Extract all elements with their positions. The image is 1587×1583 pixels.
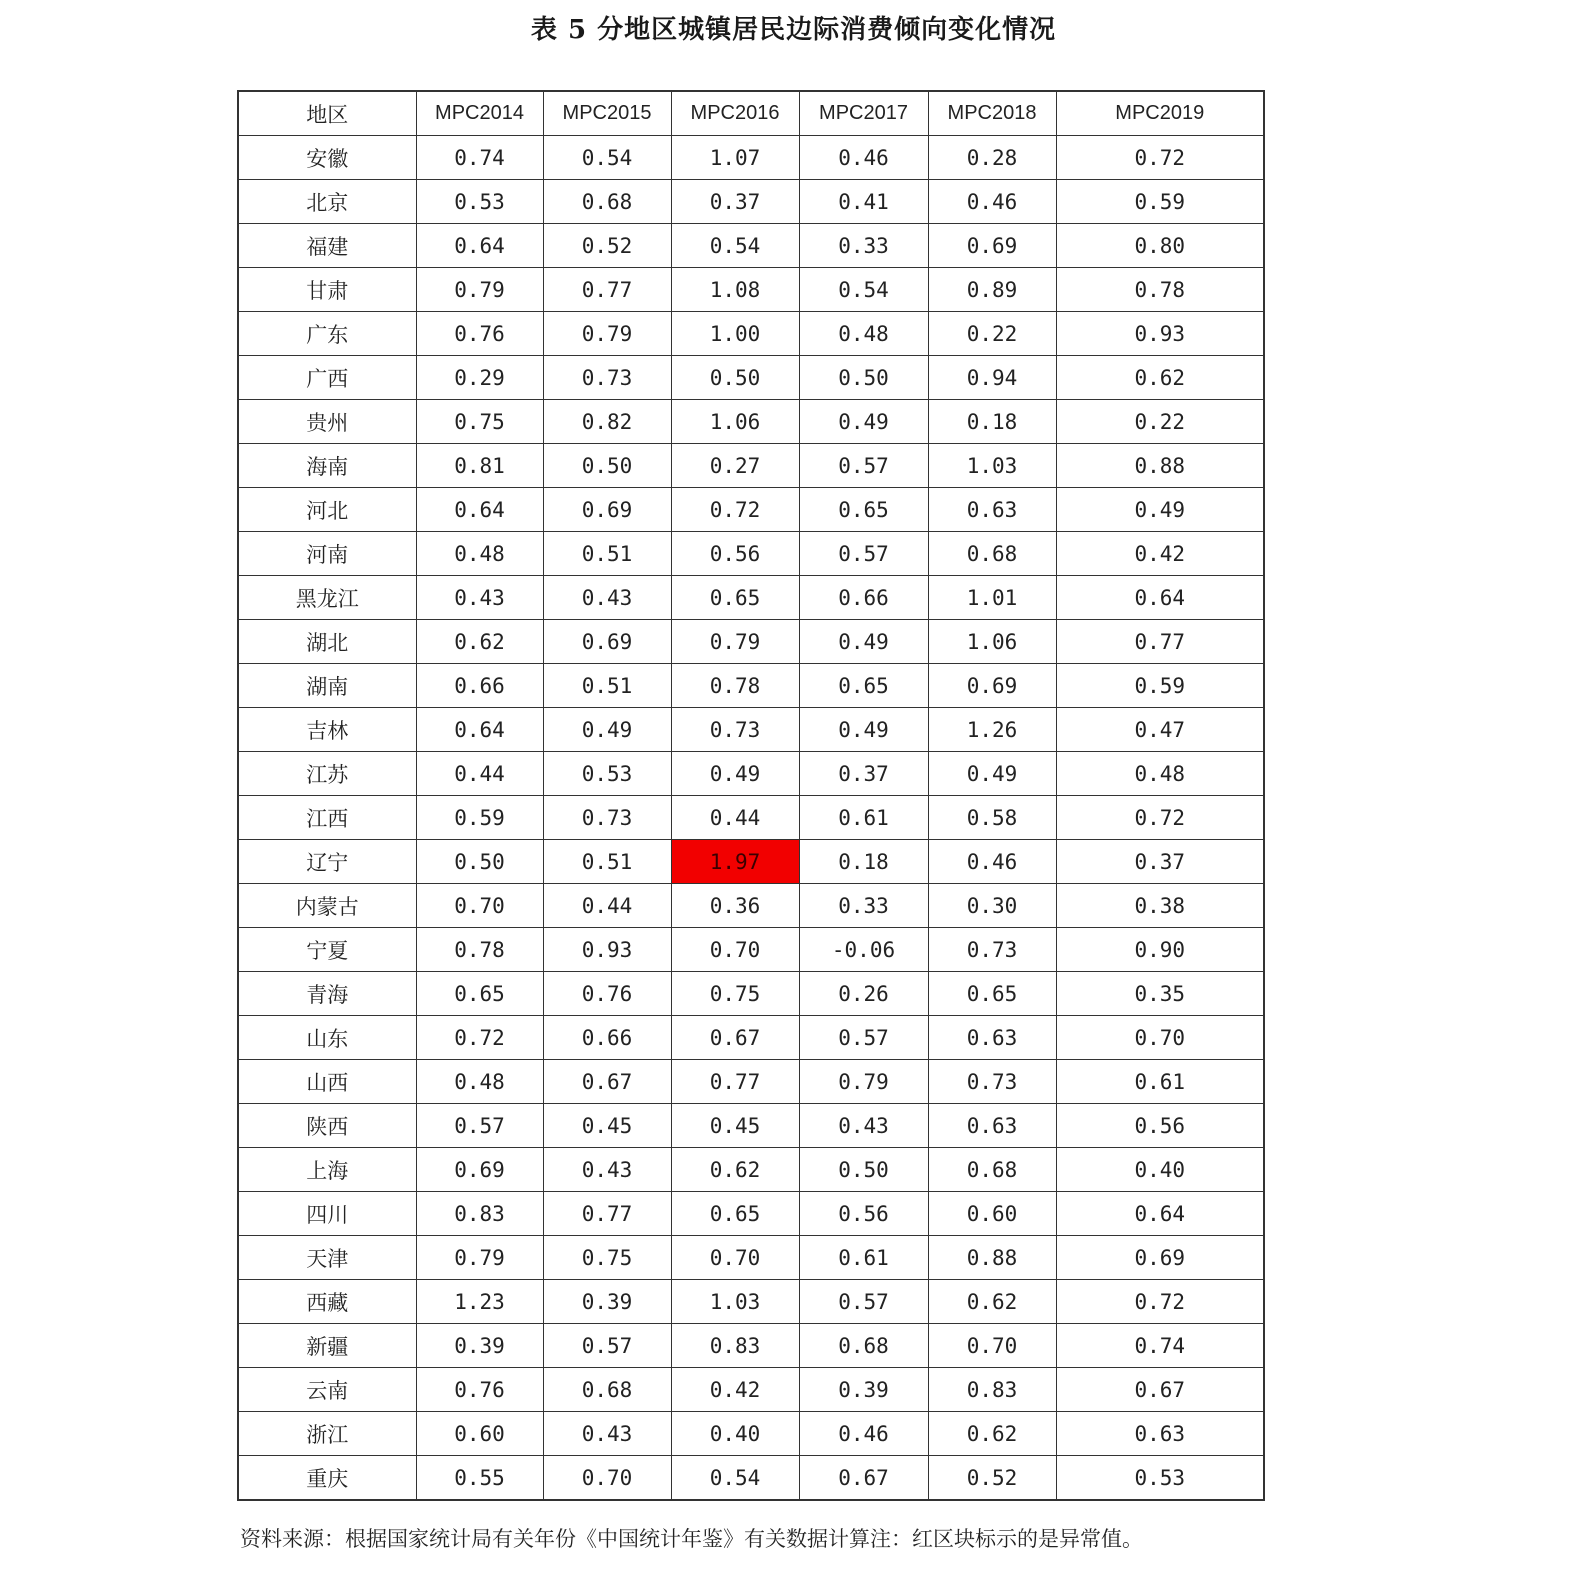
value-cell: 0.54 xyxy=(671,1456,799,1501)
value-cell: 0.37 xyxy=(671,180,799,224)
table-row xyxy=(238,356,1264,400)
value-cell: 0.39 xyxy=(543,1280,671,1324)
value-cell: 0.44 xyxy=(671,796,799,840)
value-cell: 0.88 xyxy=(928,1236,1056,1280)
value-cell: 0.81 xyxy=(416,444,543,488)
value-cell: 0.72 xyxy=(1056,1280,1264,1324)
value-cell: 0.53 xyxy=(416,180,543,224)
table-row xyxy=(238,1016,1264,1060)
region-cell: 海南 xyxy=(238,444,416,488)
region-cell: 重庆 xyxy=(238,1456,416,1501)
value-cell: 0.41 xyxy=(799,180,928,224)
value-cell: 0.48 xyxy=(1056,752,1264,796)
table-row xyxy=(238,1148,1264,1192)
value-cell: 0.51 xyxy=(543,532,671,576)
value-cell: 0.49 xyxy=(543,708,671,752)
table-row xyxy=(238,400,1264,444)
value-cell: 0.62 xyxy=(416,620,543,664)
value-cell: 0.70 xyxy=(1056,1016,1264,1060)
value-cell: 0.63 xyxy=(928,1104,1056,1148)
value-cell: 0.77 xyxy=(543,1192,671,1236)
region-cell: 宁夏 xyxy=(238,928,416,972)
region-cell: 辽宁 xyxy=(238,840,416,884)
value-cell: 0.82 xyxy=(543,400,671,444)
table-row xyxy=(238,488,1264,532)
value-cell: 0.42 xyxy=(1056,532,1264,576)
table-row xyxy=(238,796,1264,840)
value-cell: 0.63 xyxy=(1056,1412,1264,1456)
value-cell: 0.44 xyxy=(543,884,671,928)
table-row xyxy=(238,224,1264,268)
value-cell: 0.57 xyxy=(799,532,928,576)
value-cell: 0.69 xyxy=(543,488,671,532)
region-cell: 上海 xyxy=(238,1148,416,1192)
column-header-mpc2015: MPC2015 xyxy=(543,91,671,136)
value-cell: 0.72 xyxy=(416,1016,543,1060)
value-cell: 0.83 xyxy=(416,1192,543,1236)
value-cell: 0.75 xyxy=(671,972,799,1016)
value-cell: 0.56 xyxy=(799,1192,928,1236)
table-row xyxy=(238,1368,1264,1412)
value-cell: 0.67 xyxy=(543,1060,671,1104)
table-row xyxy=(238,1280,1264,1324)
value-cell: 0.74 xyxy=(1056,1324,1264,1368)
value-cell: 0.43 xyxy=(543,1412,671,1456)
value-cell: 0.43 xyxy=(543,1148,671,1192)
value-cell: 0.52 xyxy=(928,1456,1056,1501)
value-cell: 0.43 xyxy=(799,1104,928,1148)
value-cell: 0.46 xyxy=(928,840,1056,884)
value-cell: 0.63 xyxy=(928,488,1056,532)
value-cell: 0.57 xyxy=(799,1016,928,1060)
value-cell: 0.83 xyxy=(928,1368,1056,1412)
value-cell: 0.51 xyxy=(543,840,671,884)
value-cell: 1.26 xyxy=(928,708,1056,752)
value-cell: 0.75 xyxy=(543,1236,671,1280)
value-cell: 0.79 xyxy=(799,1060,928,1104)
value-cell: 0.46 xyxy=(799,1412,928,1456)
value-cell: 1.03 xyxy=(671,1280,799,1324)
value-cell: 0.73 xyxy=(543,356,671,400)
value-cell: 0.35 xyxy=(1056,972,1264,1016)
value-cell: 0.65 xyxy=(671,1192,799,1236)
value-cell: 0.68 xyxy=(928,1148,1056,1192)
region-cell: 北京 xyxy=(238,180,416,224)
value-cell: -0.06 xyxy=(799,928,928,972)
value-cell: 1.23 xyxy=(416,1280,543,1324)
region-cell: 甘肃 xyxy=(238,268,416,312)
source-note: 资料来源：根据国家统计局有关年份《中国统计年鉴》有关数据计算注：红区块标示的是异常值。 xyxy=(240,1527,1143,1551)
region-cell: 湖南 xyxy=(238,664,416,708)
table-row xyxy=(238,972,1264,1016)
value-cell: 0.52 xyxy=(543,224,671,268)
region-cell: 山东 xyxy=(238,1016,416,1060)
value-cell: 0.48 xyxy=(799,312,928,356)
value-cell: 0.28 xyxy=(928,136,1056,180)
outlier-value-cell: 1.97 xyxy=(671,840,799,884)
column-header-mpc2017: MPC2017 xyxy=(799,91,928,136)
value-cell: 0.48 xyxy=(416,1060,543,1104)
value-cell: 0.30 xyxy=(928,884,1056,928)
table-row xyxy=(238,1412,1264,1456)
value-cell: 0.67 xyxy=(671,1016,799,1060)
value-cell: 0.73 xyxy=(928,928,1056,972)
value-cell: 0.22 xyxy=(928,312,1056,356)
value-cell: 0.66 xyxy=(799,576,928,620)
value-cell: 0.62 xyxy=(1056,356,1264,400)
value-cell: 0.39 xyxy=(416,1324,543,1368)
table-row xyxy=(238,180,1264,224)
table-row xyxy=(238,708,1264,752)
value-cell: 0.29 xyxy=(416,356,543,400)
table-row xyxy=(238,1456,1264,1501)
table-row xyxy=(238,1236,1264,1280)
value-cell: 0.75 xyxy=(416,400,543,444)
value-cell: 0.76 xyxy=(416,312,543,356)
value-cell: 0.83 xyxy=(671,1324,799,1368)
value-cell: 0.76 xyxy=(543,972,671,1016)
value-cell: 0.46 xyxy=(799,136,928,180)
region-cell: 湖北 xyxy=(238,620,416,664)
value-cell: 0.93 xyxy=(543,928,671,972)
value-cell: 0.53 xyxy=(543,752,671,796)
value-cell: 0.68 xyxy=(543,1368,671,1412)
region-cell: 天津 xyxy=(238,1236,416,1280)
value-cell: 0.40 xyxy=(671,1412,799,1456)
value-cell: 0.33 xyxy=(799,224,928,268)
table-row xyxy=(238,1324,1264,1368)
region-cell: 浙江 xyxy=(238,1412,416,1456)
value-cell: 0.65 xyxy=(671,576,799,620)
value-cell: 0.33 xyxy=(799,884,928,928)
table-row xyxy=(238,532,1264,576)
region-cell: 新疆 xyxy=(238,1324,416,1368)
column-header-mpc2014: MPC2014 xyxy=(416,91,543,136)
value-cell: 0.72 xyxy=(671,488,799,532)
value-cell: 0.18 xyxy=(928,400,1056,444)
value-cell: 0.46 xyxy=(928,180,1056,224)
table-row xyxy=(238,1060,1264,1104)
value-cell: 0.70 xyxy=(928,1324,1056,1368)
region-cell: 贵州 xyxy=(238,400,416,444)
value-cell: 0.64 xyxy=(416,488,543,532)
value-cell: 0.26 xyxy=(799,972,928,1016)
value-cell: 0.79 xyxy=(416,268,543,312)
value-cell: 0.57 xyxy=(416,1104,543,1148)
value-cell: 0.69 xyxy=(543,620,671,664)
value-cell: 0.18 xyxy=(799,840,928,884)
value-cell: 0.65 xyxy=(799,488,928,532)
region-cell: 西藏 xyxy=(238,1280,416,1324)
value-cell: 0.69 xyxy=(1056,1236,1264,1280)
value-cell: 0.44 xyxy=(416,752,543,796)
value-cell: 0.79 xyxy=(416,1236,543,1280)
value-cell: 0.68 xyxy=(799,1324,928,1368)
region-cell: 广东 xyxy=(238,312,416,356)
value-cell: 0.74 xyxy=(416,136,543,180)
value-cell: 0.57 xyxy=(799,444,928,488)
value-cell: 0.89 xyxy=(928,268,1056,312)
value-cell: 0.65 xyxy=(799,664,928,708)
value-cell: 0.70 xyxy=(416,884,543,928)
value-cell: 0.61 xyxy=(1056,1060,1264,1104)
table-row xyxy=(238,1192,1264,1236)
table-row xyxy=(238,312,1264,356)
table-row xyxy=(238,884,1264,928)
value-cell: 0.54 xyxy=(543,136,671,180)
value-cell: 0.56 xyxy=(1056,1104,1264,1148)
value-cell: 0.77 xyxy=(1056,620,1264,664)
header-row xyxy=(238,91,1264,136)
region-cell: 吉林 xyxy=(238,708,416,752)
value-cell: 0.53 xyxy=(1056,1456,1264,1501)
value-cell: 0.51 xyxy=(543,664,671,708)
column-header-mpc2018: MPC2018 xyxy=(928,91,1056,136)
table-row xyxy=(238,444,1264,488)
value-cell: 1.00 xyxy=(671,312,799,356)
value-cell: 0.50 xyxy=(799,1148,928,1192)
region-cell: 陕西 xyxy=(238,1104,416,1148)
value-cell: 0.36 xyxy=(671,884,799,928)
value-cell: 0.63 xyxy=(928,1016,1056,1060)
value-cell: 0.93 xyxy=(1056,312,1264,356)
value-cell: 0.76 xyxy=(416,1368,543,1412)
value-cell: 0.54 xyxy=(799,268,928,312)
value-cell: 0.68 xyxy=(928,532,1056,576)
value-cell: 0.80 xyxy=(1056,224,1264,268)
value-cell: 0.49 xyxy=(799,708,928,752)
value-cell: 1.08 xyxy=(671,268,799,312)
region-cell: 江西 xyxy=(238,796,416,840)
value-cell: 0.49 xyxy=(799,620,928,664)
column-header-mpc2019: MPC2019 xyxy=(1056,91,1264,136)
value-cell: 0.78 xyxy=(416,928,543,972)
value-cell: 0.47 xyxy=(1056,708,1264,752)
value-cell: 0.49 xyxy=(1056,488,1264,532)
table-row xyxy=(238,268,1264,312)
table-row xyxy=(238,664,1264,708)
table-row xyxy=(238,620,1264,664)
value-cell: 0.42 xyxy=(671,1368,799,1412)
value-cell: 0.69 xyxy=(928,224,1056,268)
value-cell: 0.69 xyxy=(928,664,1056,708)
value-cell: 0.57 xyxy=(799,1280,928,1324)
value-cell: 0.94 xyxy=(928,356,1056,400)
value-cell: 0.54 xyxy=(671,224,799,268)
value-cell: 0.49 xyxy=(928,752,1056,796)
region-cell: 安徽 xyxy=(238,136,416,180)
value-cell: 0.43 xyxy=(416,576,543,620)
region-cell: 云南 xyxy=(238,1368,416,1412)
value-cell: 0.78 xyxy=(671,664,799,708)
value-cell: 0.68 xyxy=(543,180,671,224)
value-cell: 0.70 xyxy=(671,1236,799,1280)
value-cell: 0.38 xyxy=(1056,884,1264,928)
value-cell: 0.70 xyxy=(543,1456,671,1501)
region-cell: 黑龙江 xyxy=(238,576,416,620)
value-cell: 0.50 xyxy=(543,444,671,488)
value-cell: 0.45 xyxy=(543,1104,671,1148)
value-cell: 0.49 xyxy=(671,752,799,796)
value-cell: 0.37 xyxy=(799,752,928,796)
region-cell: 四川 xyxy=(238,1192,416,1236)
value-cell: 0.45 xyxy=(671,1104,799,1148)
region-cell: 山西 xyxy=(238,1060,416,1104)
value-cell: 1.01 xyxy=(928,576,1056,620)
value-cell: 0.27 xyxy=(671,444,799,488)
value-cell: 0.57 xyxy=(543,1324,671,1368)
value-cell: 0.88 xyxy=(1056,444,1264,488)
value-cell: 0.40 xyxy=(1056,1148,1264,1192)
value-cell: 0.61 xyxy=(799,1236,928,1280)
value-cell: 1.06 xyxy=(928,620,1056,664)
value-cell: 0.79 xyxy=(671,620,799,664)
value-cell: 0.72 xyxy=(1056,136,1264,180)
value-cell: 0.62 xyxy=(928,1412,1056,1456)
column-header-mpc2016: MPC2016 xyxy=(671,91,799,136)
value-cell: 0.59 xyxy=(1056,664,1264,708)
value-cell: 1.07 xyxy=(671,136,799,180)
value-cell: 0.59 xyxy=(1056,180,1264,224)
value-cell: 0.77 xyxy=(671,1060,799,1104)
table-title: 表 5 分地区城镇居民边际消费倾向变化情况 xyxy=(530,15,1057,45)
region-cell: 河北 xyxy=(238,488,416,532)
value-cell: 0.50 xyxy=(671,356,799,400)
value-cell: 0.67 xyxy=(1056,1368,1264,1412)
value-cell: 0.73 xyxy=(928,1060,1056,1104)
value-cell: 0.55 xyxy=(416,1456,543,1501)
value-cell: 0.78 xyxy=(1056,268,1264,312)
value-cell: 0.90 xyxy=(1056,928,1264,972)
value-cell: 0.70 xyxy=(671,928,799,972)
value-cell: 0.66 xyxy=(543,1016,671,1060)
value-cell: 0.67 xyxy=(799,1456,928,1501)
value-cell: 0.48 xyxy=(416,532,543,576)
value-cell: 0.64 xyxy=(416,708,543,752)
value-cell: 0.22 xyxy=(1056,400,1264,444)
value-cell: 0.39 xyxy=(799,1368,928,1412)
region-cell: 广西 xyxy=(238,356,416,400)
value-cell: 0.64 xyxy=(1056,576,1264,620)
value-cell: 0.59 xyxy=(416,796,543,840)
value-cell: 0.64 xyxy=(416,224,543,268)
table-row xyxy=(238,928,1264,972)
value-cell: 0.62 xyxy=(928,1280,1056,1324)
value-cell: 0.50 xyxy=(416,840,543,884)
value-cell: 1.03 xyxy=(928,444,1056,488)
mpc-table xyxy=(237,90,1265,1501)
value-cell: 0.60 xyxy=(416,1412,543,1456)
region-cell: 内蒙古 xyxy=(238,884,416,928)
value-cell: 0.79 xyxy=(543,312,671,356)
region-cell: 青海 xyxy=(238,972,416,1016)
region-cell: 福建 xyxy=(238,224,416,268)
value-cell: 0.62 xyxy=(671,1148,799,1192)
column-header-region: 地区 xyxy=(238,91,416,136)
value-cell: 0.58 xyxy=(928,796,1056,840)
value-cell: 0.73 xyxy=(671,708,799,752)
table-body xyxy=(238,136,1264,1501)
value-cell: 0.56 xyxy=(671,532,799,576)
value-cell: 0.65 xyxy=(416,972,543,1016)
table-row xyxy=(238,840,1264,884)
value-cell: 0.60 xyxy=(928,1192,1056,1236)
value-cell: 0.77 xyxy=(543,268,671,312)
value-cell: 0.50 xyxy=(799,356,928,400)
table-row xyxy=(238,752,1264,796)
value-cell: 1.06 xyxy=(671,400,799,444)
value-cell: 0.37 xyxy=(1056,840,1264,884)
table-row xyxy=(238,1104,1264,1148)
value-cell: 0.69 xyxy=(416,1148,543,1192)
value-cell: 0.49 xyxy=(799,400,928,444)
value-cell: 0.64 xyxy=(1056,1192,1264,1236)
table-row xyxy=(238,576,1264,620)
region-cell: 江苏 xyxy=(238,752,416,796)
table-row xyxy=(238,136,1264,180)
value-cell: 0.65 xyxy=(928,972,1056,1016)
value-cell: 0.73 xyxy=(543,796,671,840)
value-cell: 0.43 xyxy=(543,576,671,620)
value-cell: 0.61 xyxy=(799,796,928,840)
value-cell: 0.66 xyxy=(416,664,543,708)
region-cell: 河南 xyxy=(238,532,416,576)
value-cell: 0.72 xyxy=(1056,796,1264,840)
